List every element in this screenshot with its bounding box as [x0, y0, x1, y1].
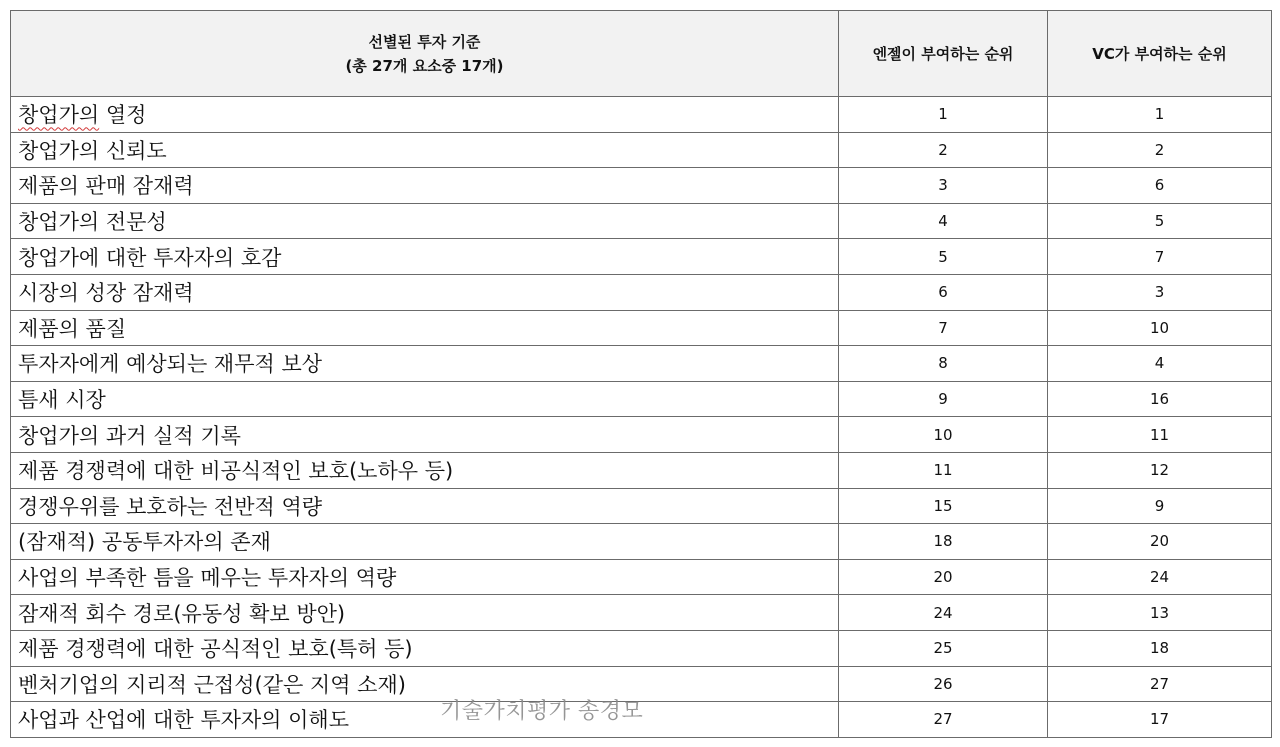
- angel-rank-cell: 18: [839, 524, 1048, 560]
- table-row: [11, 346, 1272, 382]
- table-row: [11, 274, 1272, 310]
- watermark-text: 기술가치평가 송경모: [440, 699, 644, 724]
- table-row: [11, 168, 1272, 204]
- angel-rank-cell: 25: [839, 630, 1048, 666]
- table-row: [11, 524, 1272, 560]
- vc-rank-cell: 3: [1048, 274, 1272, 310]
- criterion-cell: [11, 97, 839, 133]
- table-row: [11, 203, 1272, 239]
- angel-rank-cell: 20: [839, 559, 1048, 595]
- table-row: [11, 595, 1272, 631]
- vc-rank-cell: 16: [1048, 381, 1272, 417]
- criteria-column-header: [11, 11, 839, 97]
- vc-rank-cell: 11: [1048, 417, 1272, 453]
- table-row: [11, 97, 1272, 133]
- angel-rank-cell: 27: [839, 702, 1048, 738]
- table-row: [11, 452, 1272, 488]
- table-header-row: [11, 11, 1272, 97]
- criterion-cell: 제품의 판매 잠재력: [11, 168, 839, 204]
- vc-rank-cell: 6: [1048, 168, 1272, 204]
- vc-rank-cell: 4: [1048, 346, 1272, 382]
- criterion-text-rest: 열정: [99, 103, 147, 128]
- angel-rank-cell: 10: [839, 417, 1048, 453]
- vc-rank-cell: 5: [1048, 203, 1272, 239]
- vc-rank-cell: 2: [1048, 132, 1272, 168]
- table-row: [11, 132, 1272, 168]
- criterion-cell: 사업과 산업에 대한 투자자의 이해도: [11, 702, 839, 738]
- table-row: [11, 239, 1272, 275]
- table-row: [11, 310, 1272, 346]
- table-row: [11, 630, 1272, 666]
- angel-rank-cell: 24: [839, 595, 1048, 631]
- criterion-cell: 시장의 성장 잠재력: [11, 274, 839, 310]
- angel-rank-cell: 4: [839, 203, 1048, 239]
- criterion-cell: 사업의 부족한 틈을 메우는 투자자의 역량: [11, 559, 839, 595]
- criteria-header-line2: (총 27개 요소중 17개): [345, 56, 504, 75]
- vc-rank-cell: 17: [1048, 702, 1272, 738]
- angel-rank-cell: 5: [839, 239, 1048, 275]
- angel-rank-cell: 15: [839, 488, 1048, 524]
- angel-rank-cell: 7: [839, 310, 1048, 346]
- criterion-cell: 창업가에 대한 투자자의 호감: [11, 239, 839, 275]
- spellcheck-flagged-word: 창업가의: [18, 103, 100, 128]
- criterion-cell: (잠재적) 공동투자자의 존재: [11, 524, 839, 560]
- vc-rank-cell: 24: [1048, 559, 1272, 595]
- vc-rank-cell: 1: [1048, 97, 1272, 133]
- criterion-cell: 제품 경쟁력에 대한 공식적인 보호(특허 등): [11, 630, 839, 666]
- vc-rank-cell: 9: [1048, 488, 1272, 524]
- criterion-cell: 제품 경쟁력에 대한 비공식적인 보호(노하우 등): [11, 452, 839, 488]
- angel-rank-column-header: 엔젤이 부여하는 순위: [839, 11, 1048, 97]
- angel-rank-cell: 3: [839, 168, 1048, 204]
- angel-rank-cell: 6: [839, 274, 1048, 310]
- table-row: [11, 488, 1272, 524]
- table-row: [11, 559, 1272, 595]
- criterion-cell: 제품의 품질: [11, 310, 839, 346]
- criterion-cell: 창업가의 신뢰도: [11, 132, 839, 168]
- criterion-cell: 창업가의 과거 실적 기록: [11, 417, 839, 453]
- vc-rank-cell: 18: [1048, 630, 1272, 666]
- table-row: [11, 381, 1272, 417]
- criterion-cell: 창업가의 전문성: [11, 203, 839, 239]
- angel-rank-cell: 11: [839, 452, 1048, 488]
- angel-rank-cell: 1: [839, 97, 1048, 133]
- criterion-cell: 투자자에게 예상되는 재무적 보상: [11, 346, 839, 382]
- vc-rank-cell: 13: [1048, 595, 1272, 631]
- criterion-cell: 틈새 시장: [11, 381, 839, 417]
- criterion-cell: 잠재적 회수 경로(유동성 확보 방안): [11, 595, 839, 631]
- criteria-header-line1: 선별된 투자 기준: [368, 32, 481, 51]
- vc-rank-cell: 27: [1048, 666, 1272, 702]
- investment-criteria-table: [10, 10, 1272, 738]
- angel-rank-cell: 8: [839, 346, 1048, 382]
- angel-rank-cell: 26: [839, 666, 1048, 702]
- vc-rank-cell: 20: [1048, 524, 1272, 560]
- table-row: [11, 417, 1272, 453]
- criterion-cell: 경쟁우위를 보호하는 전반적 역량: [11, 488, 839, 524]
- vc-rank-column-header: VC가 부여하는 순위: [1048, 11, 1272, 97]
- vc-rank-cell: 7: [1048, 239, 1272, 275]
- criterion-cell: 벤처기업의 지리적 근접성(같은 지역 소재): [11, 666, 839, 702]
- vc-rank-cell: 10: [1048, 310, 1272, 346]
- angel-rank-cell: 9: [839, 381, 1048, 417]
- angel-rank-cell: 2: [839, 132, 1048, 168]
- vc-rank-cell: 12: [1048, 452, 1272, 488]
